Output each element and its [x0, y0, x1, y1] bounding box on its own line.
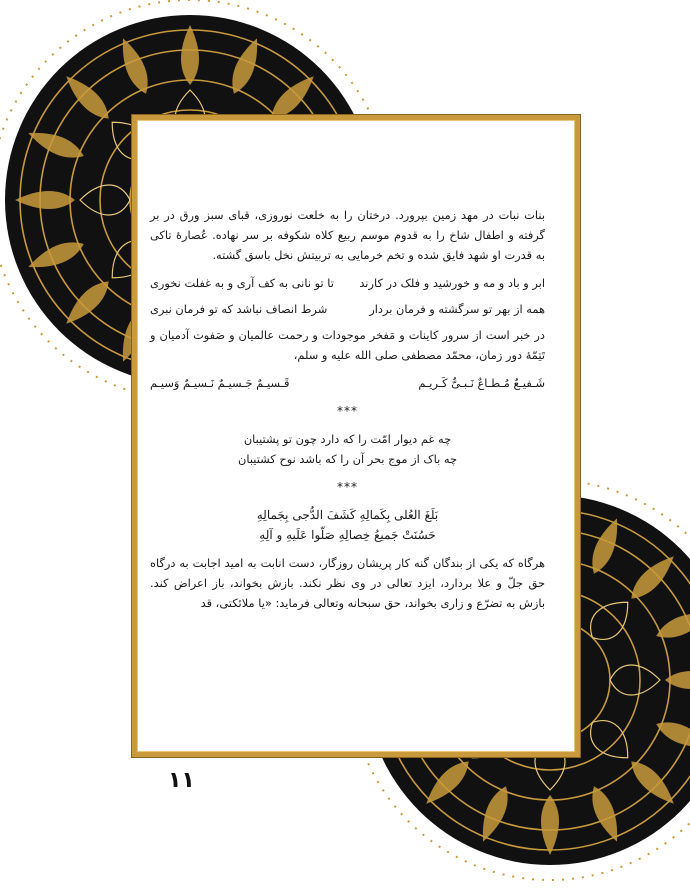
arabic-verse-line-1: بَلَغَ العُلی بِکَمالِهِ کَشَفَ الدُّجی بِجَمالِهِ — [256, 508, 439, 522]
verse-1-left: تا تو نانی به کف آری و به غفلت نخوری — [150, 276, 334, 290]
verse-4-line-2: چه باک از موج بحر آن را که باشد نوح کشتیبان — [237, 452, 458, 466]
section-separator-2: *** — [337, 480, 358, 494]
page-text — [150, 205, 545, 725]
paragraph-3: هرگاه که یکی از بندگان گنه کار پریشان روزگار، دست انابت به امید اجابت به درگاه حق جلّ و علا بردارد، ایزد تعالی در وی نظر نکند. بازش بخواند، باز اعراض کند. بازش به تضرّع و زاری بخواند، حق سبحانه وتعالی فرماید: «یا ملائکتی، قد — [150, 556, 545, 610]
verse-3 — [150, 373, 545, 393]
verse-2-left: شرط انصاف نباشد که تو فرمان نبری — [150, 302, 328, 316]
verse-2 — [150, 299, 545, 319]
verse-1-right: ابر و باد و مه و خورشید و فلک در کارند — [359, 276, 545, 290]
paragraph-1: بنات نبات در مهد زمین بپرورد. درختان را به خلعت نوروزی، قبای سبز ورق در بر گرفته و اطفال شاخ را به قدوم موسم ربیع کلاه شکوفه بر سر نهاده. عُصارهٔ تاکی به قدرت او شهد فایق شده و تخم خرمایی به تربیتش نخل باسق گشته. — [150, 208, 545, 262]
arabic-verse-line-2: حَسُنَتْ جَمیعُ خِصالِهِ صَلّوا عَلَیهِ و آلِهِ — [259, 528, 436, 542]
verse-3-right: شَـفیـعٌ مُـطـاعٌ نَـبـیٌّ کَـریـم — [418, 376, 545, 390]
page-number: ۱۱ — [168, 768, 195, 793]
section-separator-1: *** — [337, 404, 358, 418]
verse-2-right: همه از بهر تو سرگشته و فرمان بردار — [369, 302, 545, 316]
verse-1 — [150, 273, 545, 293]
verse-4-line-1: چه غم دیوار امّت را که دارد چون تو پشتیبان — [243, 432, 452, 446]
verse-3-left: قَـسیـمٌ جَـسیـمٌ نَـسیـمٌ وَسیـم — [150, 376, 290, 390]
paragraph-2: در خبر است از سرور کاینات و مَفخر موجودات و رحمت عالمیان و صَفوت آدمیان و تَتِمّهٔ دور زمان، محمّد مصطفی صلی الله علیه و سلم، — [150, 328, 545, 362]
